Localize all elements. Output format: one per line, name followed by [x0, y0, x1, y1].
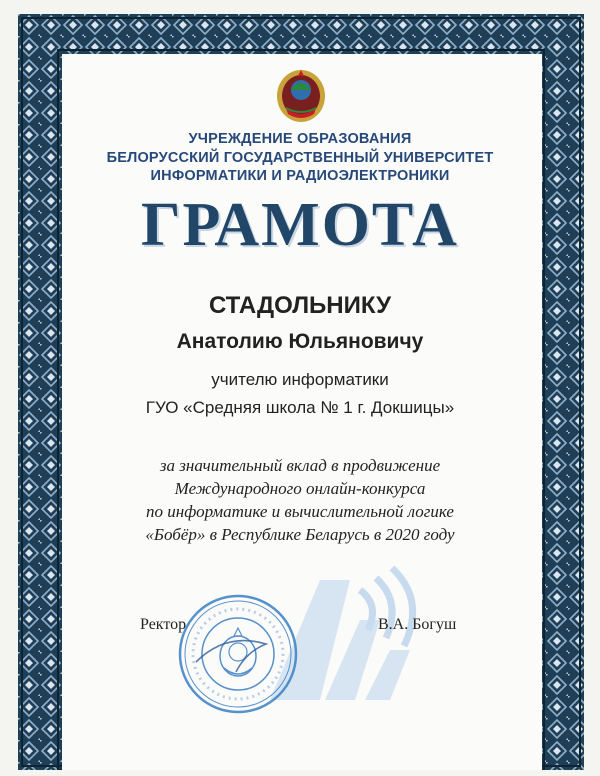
signature-role: Ректор [140, 616, 187, 633]
reason-line-4: «Бобёр» в Республике Беларусь в 2020 году [145, 525, 455, 544]
signer-name: В.А. Богуш [378, 616, 457, 633]
reason-line-3: по информатике и вычислительной логике [146, 502, 454, 521]
reason-line-1: за значительный вклад в продвижение [159, 456, 441, 475]
university-seal-stamp [176, 592, 300, 716]
recipient-name: Анатолию Юльяновичу [176, 330, 424, 353]
certificate-title: ГРАМОТА [141, 191, 459, 259]
belarus-coat-of-arms-icon [274, 66, 328, 124]
institution-line-1: УЧРЕЖДЕНИЕ ОБРАЗОВАНИЯ [188, 131, 412, 147]
institution-line-3: ИНФОРМАТИКИ И РАДИОЭЛЕКТРОНИКИ [150, 168, 450, 184]
recipient-school: ГУО «Средняя школа № 1 г. Докшицы» [145, 398, 455, 417]
institution-line-2: БЕЛОРУССКИЙ ГОСУДАРСТВЕННЫЙ УНИВЕРСИТЕТ [106, 150, 494, 166]
recipient-surname: СТАДОЛЬНИКУ [208, 292, 392, 319]
recipient-position: учителю информатики [211, 370, 389, 389]
reason-line-2: Международного онлайн-конкурса [174, 479, 426, 498]
